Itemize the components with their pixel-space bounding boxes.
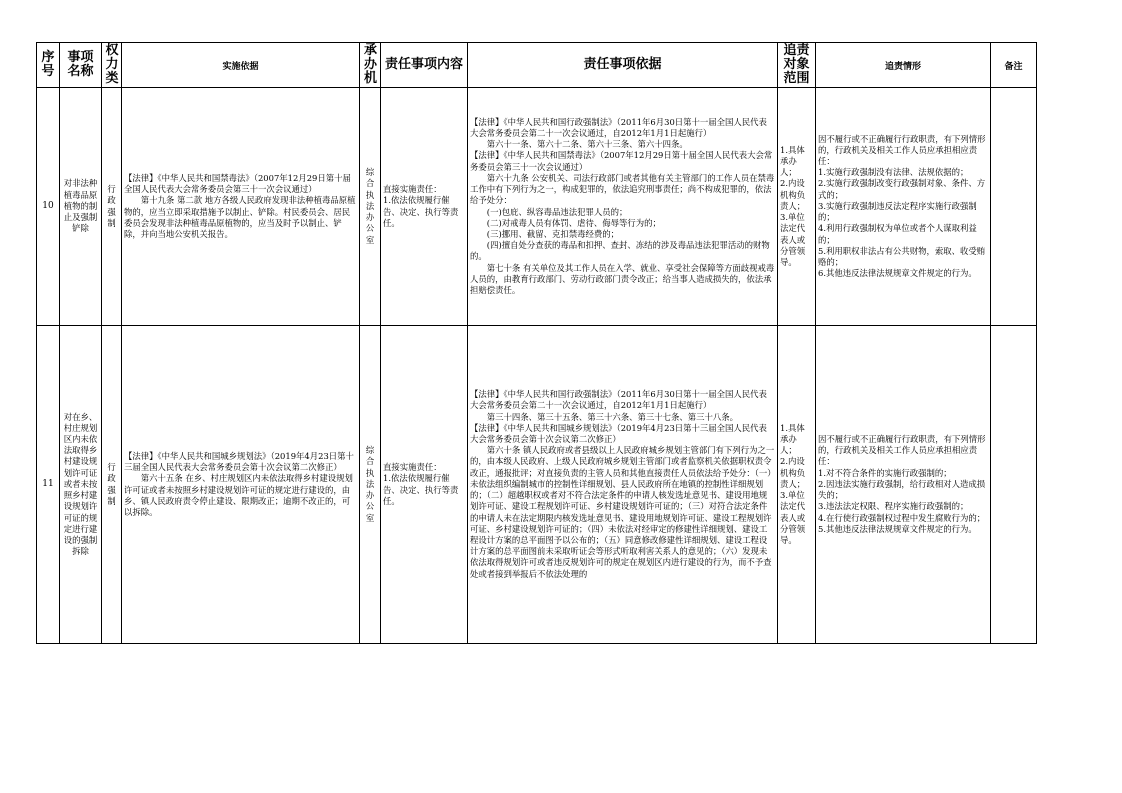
- situation-line: 1.实施行政强制没有法律、法规依据的；: [818, 167, 969, 178]
- resp-basis-line: 第三十四条、第三十五条、第三十六条、第三十七条、第三十八条。: [486, 411, 739, 422]
- situation-line: 3.违法法定权限、程序实施行政强制的；: [818, 501, 969, 512]
- cell-seq: 11: [37, 326, 60, 644]
- cell-power-type: 行政强制: [102, 88, 122, 326]
- header-situation: 追责情形: [816, 43, 991, 88]
- cell-basis: [122, 326, 360, 644]
- situation-line: 2.实施行政强制改变行政强制对象、条件、方式的；: [818, 178, 986, 200]
- situation-line: 3.实施行政强制违反法定程序实施行政强制的；: [818, 200, 977, 223]
- cell-seq: 10: [37, 88, 60, 326]
- header-basis: 实施依据: [122, 43, 360, 88]
- resp-basis-line: 第六十一条、第六十二条、第六十三条、第六十四条。: [486, 139, 688, 150]
- scope-line: 1.具体承办人；: [780, 144, 805, 178]
- cell-resp-content: [381, 88, 468, 326]
- basis-line: 【法律】《中华人民共和国禁毒法》（2007年12月29日第十届全国人民代表大会常务委员会第三十一次会议通过）: [124, 172, 351, 195]
- resp-basis-line: 【法律】《中华人民共和国城乡规划法》（2019年4月23日第十三届全国人民代表大会常务委员会第十次会议第二次修正）: [470, 422, 767, 445]
- header-resp-content: 责任事项内容: [381, 43, 468, 88]
- header-resp-basis: 责任事项依据: [468, 43, 778, 88]
- responsibility-table: [36, 42, 1037, 644]
- resp-basis-line: 【法律】《中华人民共和国行政强制法》（2011年6月30日第十一届全国人民代表大会常务委员会第二十一次会议通过，自2012年1月1日起施行）: [470, 389, 767, 411]
- cell-situation: [816, 326, 991, 644]
- cell-power-type: 行政强制: [102, 326, 122, 644]
- resp-basis-line: (一)包庇、纵容毒品违法犯罪人员的；: [486, 206, 628, 217]
- cell-handler: 综合执法办公室: [360, 88, 381, 326]
- situation-line: 因不履行或不正确履行行政职责，有下列情形的，行政机关及相关工作人员应承担相应责任：: [818, 133, 986, 167]
- cell-item-name: 对非法种植毒品原植物的制止及强制铲除: [60, 88, 102, 326]
- resp-content-line: 直接实施责任：: [383, 462, 442, 473]
- header-power-type: 权力类: [102, 43, 122, 88]
- table-row: [37, 326, 1037, 644]
- table-row: [37, 88, 1037, 326]
- resp-content-line: 直接实施责任：: [383, 184, 442, 195]
- scope-line: 2.内设机构负责人；: [780, 178, 806, 211]
- situation-line: 5.其他违反法律法规规章文件规定的行为。: [818, 523, 977, 534]
- header-item-name: 事项名称: [60, 43, 102, 88]
- resp-basis-line: (四)擅自处分查获的毒品和扣押、查封、冻结的涉及毒品违法犯罪活动的财物的。: [470, 240, 770, 262]
- scope-line: 1.具体承办人；: [780, 422, 805, 456]
- cell-resp-basis: [468, 88, 778, 326]
- resp-content-line: 1.依法依规履行催告、决定、执行等责任。: [383, 473, 459, 506]
- cell-scope: [778, 326, 816, 644]
- situation-line: 4.利用行政强制权为单位或者个人谋取利益的；: [818, 223, 977, 245]
- basis-line: 第十九条 第二款 地方各级人民政府发现非法种植毒品原植物的，应当立即采取措施予以制止、铲除。村民委员会、居民委员会发现非法种植毒品原植物的，应当及时予以制止、铲除，并向当地公安机关报告。: [124, 195, 356, 239]
- header-handler: 承办机: [360, 43, 381, 88]
- resp-basis-line: 第六十条 镇人民政府或者县级以上人民政府城乡规划主管部门有下列行为之一的，由本级人民政府、上级人民政府城乡规划主管部门或者监察机关依据职权责令改正，通报批评；对直接负责的主管人员和其他直接责任人员依法给予处分：（一）未依法组织编制城市的控制性详细规划、县人民政府所在地镇的控制性详细规划的；（二）超越职权或者对不符合法定条件的申请人核发选址意见书、建设用地规划许可证、建设工程规划许可证、乡村建设规划许可证的；（三）对符合法定条件的申请人未在法定期限内核发选址意见书、建设用地规划许可证、建设工程规划许可证、乡村建设规划许可证的；（四）未依法对经审定的修建性详细规划、建设工程设计方案的总平面图予以公布的；（五）同意修改修建性详细规划、建设工程设计方案的总平面图前未采取听证会等形式听取利害关系人的意见的；（六）发现未依法取得规划许可或者违反规划许可的规定在规划区内进行建设的行为，而不予查处或者接到举报后不依法处理的: [470, 445, 775, 579]
- scope-line: 2.内设机构负责人；: [780, 456, 806, 489]
- resp-content-line: 1.依法依规履行催告、决定、执行等责任。: [383, 195, 459, 228]
- situation-line: 5.利用职权非法占有公共财物，索取、收受贿赂的；: [818, 245, 986, 267]
- cell-resp-basis: [468, 326, 778, 644]
- resp-basis-line: 第七十条 有关单位及其工作人员在入学、就业、享受社会保障等方面歧视戒毒人员的，由教育行政部门、劳动行政部门责令改正；给当事人造成损失的，依法承担赔偿责任。: [470, 262, 775, 295]
- cell-basis: [122, 88, 360, 326]
- cell-situation: [816, 88, 991, 326]
- cell-handler: 综合执法办公室: [360, 326, 381, 644]
- cell-remark: [991, 326, 1037, 644]
- cell-item-name: 对在乡、村庄规划区内未依法取得乡村建设规划许可证或者未按照乡村建设规划许可证的规定进行建设的强制拆除: [60, 326, 102, 644]
- situation-line: 6.其他违反法律法规规章文件规定的行为。: [818, 268, 977, 279]
- basis-line: 第六十五条 在乡、村庄规划区内未依法取得乡村建设规划许可证或者未按照乡村建设规划许可证的规定进行建设的，由乡、镇人民政府责令停止建设、限期改正；逾期不改正的，可以拆除。: [124, 473, 353, 517]
- situation-line: 2.因违法实施行政强制，给行政相对人造成损失的；: [818, 478, 986, 501]
- situation-line: 1.对不符合条件的实施行政强制的；: [818, 467, 952, 478]
- basis-line: 【法律】《中华人民共和国城乡规划法》（2019年4月23日第十三届全国人民代表大会常务委员会第十次会议第二次修正）: [124, 450, 354, 473]
- header-scope: 追责对象范围: [778, 43, 816, 88]
- header-remark: 备注: [991, 43, 1037, 88]
- resp-basis-line: 【法律】《中华人民共和国禁毒法》（2007年12月29日第十届全国人民代表大会常务委员会第三十一次会议通过）: [470, 150, 773, 172]
- scope-line: 3.单位法定代表人或分管领导。: [780, 212, 806, 267]
- resp-basis-line: (二)对戒毒人员有体罚、虐待、侮辱等行为的；: [486, 217, 661, 228]
- header-row: [37, 43, 1037, 88]
- situation-line: 4.在行使行政强制权过程中发生腐败行为的；: [818, 512, 986, 523]
- cell-resp-content: [381, 326, 468, 644]
- cell-remark: [991, 88, 1037, 326]
- resp-basis-line: 第六十九条 公安机关、司法行政部门或者其他有关主管部门的工作人员在禁毒工作中有下列行为之一，构成犯罪的，依法追究刑事责任；尚不构成犯罪的，依法给予处分：: [470, 172, 775, 206]
- resp-basis-line: 【法律】《中华人民共和国行政强制法》（2011年6月30日第十一届全国人民代表大会常务委员会第二十一次会议通过，自2012年1月1日起施行）: [470, 116, 767, 139]
- situation-line: 因不履行或不正确履行行政职责，有下列情形的，行政机关及相关工作人员应承担相应责任：: [818, 434, 986, 467]
- cell-scope: [778, 88, 816, 326]
- resp-basis-line: (三)挪用、截留、克扣禁毒经费的；: [486, 228, 619, 239]
- header-seq: 序号: [37, 43, 60, 88]
- scope-line: 3.单位法定代表人或分管领导。: [780, 490, 806, 545]
